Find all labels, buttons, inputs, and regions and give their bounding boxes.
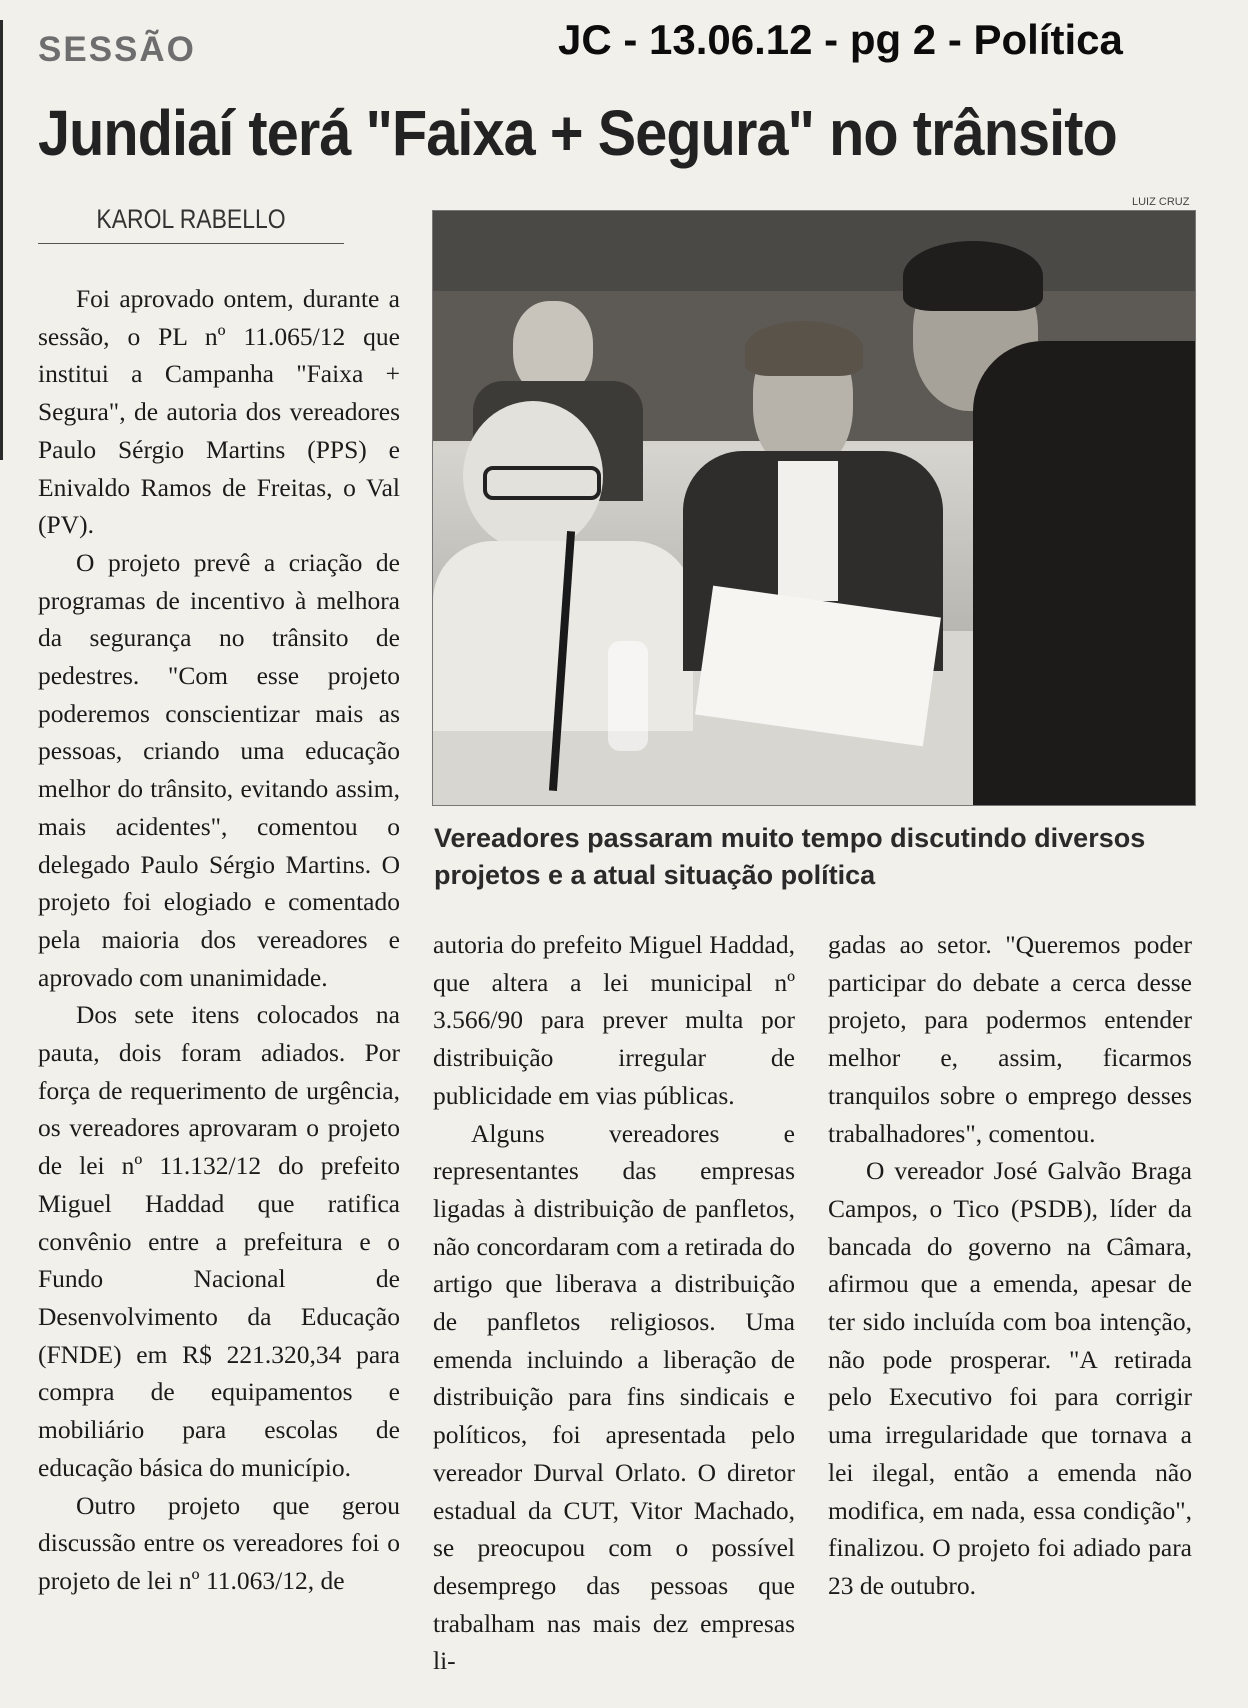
paragraph: autoria do prefeito Miguel Haddad, que altera a lei municipal nº 3.566/90 para prever multa por distribuição irregular de publicidade em vias públicas. <box>433 930 795 1110</box>
paragraph: Outro projeto que gerou discussão entre os vereadores foi o projeto de lei nº 11.063/12, de <box>38 1490 400 1595</box>
photo-person-left-glasses <box>483 466 601 500</box>
paragraph: O vereador José Galvão Braga Campos, o Tico (PSDB), líder da bancada do governo na Câmara, afirmou que a emenda, apesar de ter sido incluída com boa intenção, não pode prosperar. "A retirada pelo Executivo foi para corrigir uma irregularidade que tornava a lei ilegal, então a emenda não modifica, em nada, essa condição", finalizou. O projeto foi adiado para 23 de outubro. <box>828 1156 1192 1600</box>
paragraph: Dos sete itens colocados na pauta, dois foram adiados. Por força de requerimento de urgência, os vereadores aprovaram o projeto de lei nº 11.132/12 do prefeito Miguel Haddad que ratifica convênio entre a prefeitura e o Fundo Nacional de Desenvolvimento da Educação (FNDE) em R$ 221.320,34 para compra de equipamentos e mobiliário para escolas de educação básica do município. <box>38 1000 400 1482</box>
article-column-2 <box>433 926 795 1680</box>
paragraph: gadas ao setor. "Queremos poder participar do debate a cerca desse projeto, para podermos entender melhor e, assim, ficarmos tranquilos sobre o emprego desses trabalhadores", comentou. <box>828 930 1192 1148</box>
photo-caption: Vereadores passaram muito tempo discutindo diversos projetos e a atual situação política <box>434 823 1146 890</box>
photo-background-benches <box>433 211 1195 291</box>
photo-person-right-body <box>973 341 1195 805</box>
article-column-1 <box>38 280 400 1600</box>
paragraph: Alguns vereadores e representantes das empresas ligadas à distribuição de panfletos, não concordaram com a retirada do artigo que liberava a distribuição de panfletos religiosos. Uma emenda incluindo a liberação de distribuição para fins sindicais e políticos, foi apresentada pelo vereador Durval Orlato. O diretor estadual da CUT, Vitor Machado, se preocupou com o possível desemprego das pessoas que trabalham nas mais dez empresas li- <box>433 1118 795 1676</box>
byline: KAROL RABELLO <box>38 204 344 244</box>
paragraph: O projeto prevê a criação de programas de incentivo à melhora da segurança no trânsito de pedestres. "Com esse projeto poderemos conscientizar mais as pessoas, criando uma educação melhor do trânsito, evitando assim, mais acidentes", comentou o delegado Paulo Sérgio Martins. O projeto foi elogiado e comentado pela maioria dos vereadores e aprovado com unanimidade. <box>38 547 400 992</box>
photo-water-bottle <box>608 641 648 751</box>
news-photo <box>432 210 1196 806</box>
photo-person-center-hair <box>745 321 863 376</box>
article-column-3 <box>828 926 1192 1605</box>
photo-person-center-shirt <box>778 461 838 601</box>
paragraph: Foi aprovado ontem, durante a sessão, o PL nº 11.065/12 que institui a Campanha "Faixa + Segura", de autoria dos vereadores Paulo Sérgio Martins (PPS) e Enivaldo Ramos de Freitas, o Val (PV). <box>38 284 400 540</box>
headline: Jundiaí terá "Faixa + Segura" no trânsito <box>38 97 1117 169</box>
photo-credit: LUIZ CRUZ <box>1132 196 1190 208</box>
page-edge-rule <box>0 20 3 460</box>
section-label: SESSÃO <box>38 30 196 69</box>
photo-person-right-hair <box>903 241 1043 311</box>
clipping-reference: JC - 13.06.12 - pg 2 - Política <box>558 16 1123 63</box>
